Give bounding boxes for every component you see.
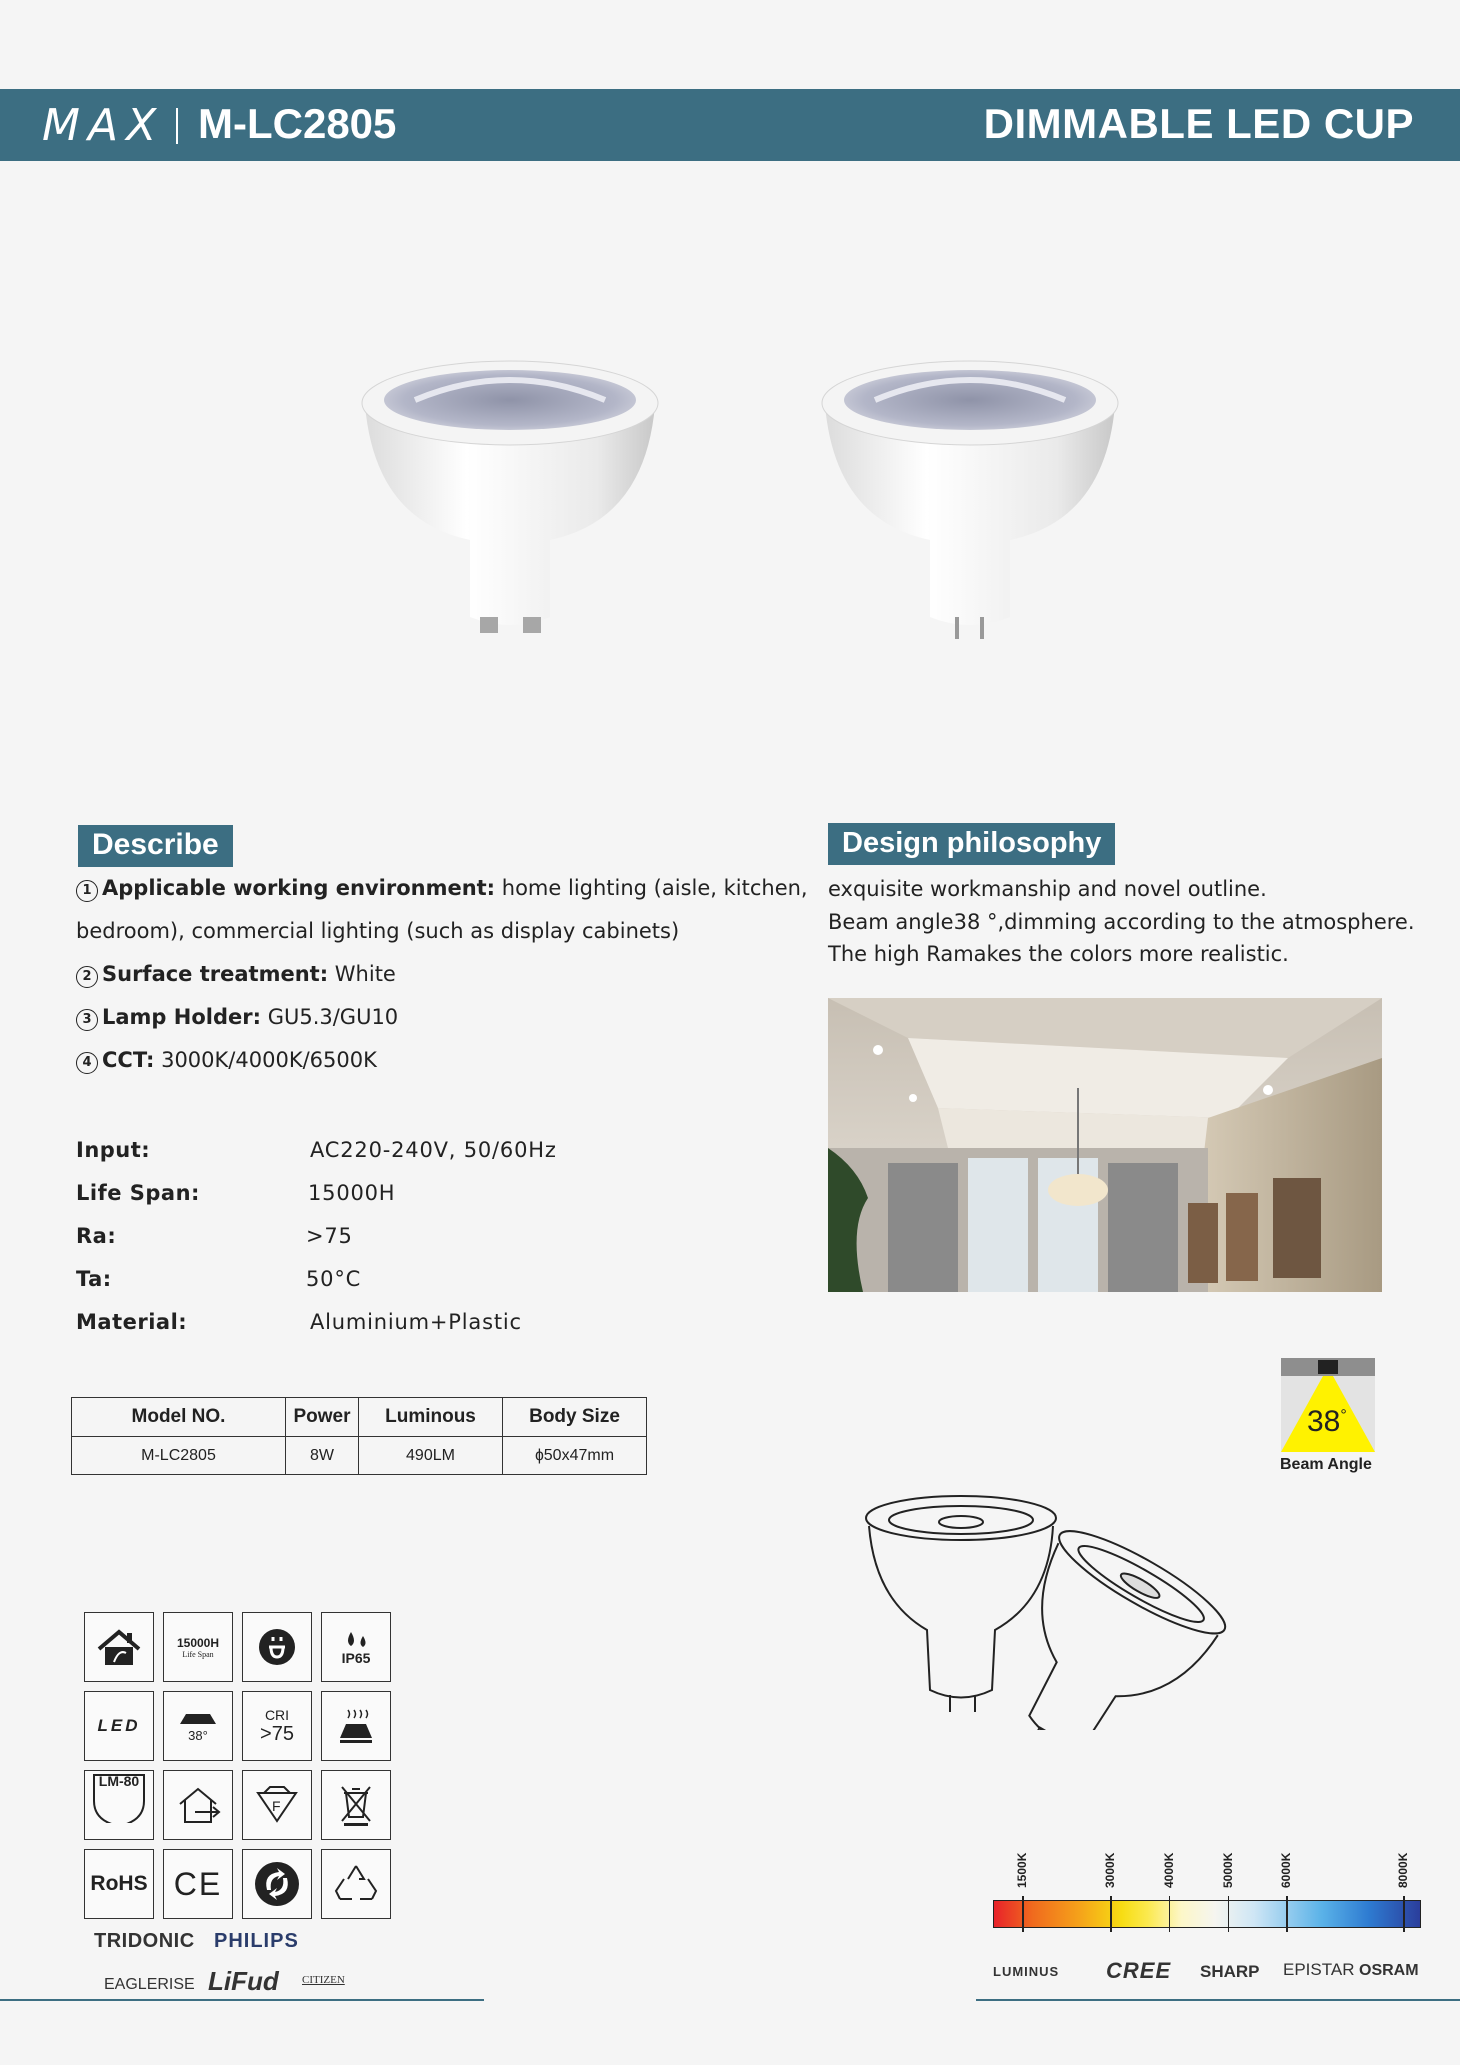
color-temp-label: 5000K xyxy=(1220,1852,1235,1888)
spec-value-material: Aluminium+Plastic xyxy=(310,1310,522,1334)
logo-eaglerise: EAGLERISE xyxy=(104,1976,195,1993)
lm80-badge-icon: LM-80 xyxy=(84,1770,154,1840)
spec-key-lifespan: Life Span: xyxy=(76,1181,200,1205)
num-badge: 1 xyxy=(76,880,98,902)
weee-bin-icon xyxy=(321,1770,391,1840)
design-line-1: exquisite workmanship and novel outline. xyxy=(828,877,1267,901)
color-temp-label: 8000K xyxy=(1396,1852,1411,1888)
describe-item-3: 3 Lamp Holder: GU5.3/GU10 xyxy=(76,1005,398,1031)
energy-plug-icon xyxy=(242,1612,312,1682)
color-temp-label: 4000K xyxy=(1161,1852,1176,1888)
cri-icon: CRI >75 xyxy=(242,1691,312,1761)
table-cell: 8W xyxy=(286,1437,359,1475)
table-header: Body Size xyxy=(503,1398,647,1437)
product-title: DIMMABLE LED CUP xyxy=(983,100,1414,147)
color-temp-label: 6000K xyxy=(1279,1852,1294,1888)
color-temp-tick xyxy=(1403,1896,1405,1932)
table-cell: ɸ50x47mm xyxy=(503,1437,647,1475)
design-heading: Design philosophy xyxy=(828,823,1115,865)
color-temp-tick xyxy=(1286,1896,1288,1932)
beam-angle-icon: 38° xyxy=(163,1691,233,1761)
ce-mark-icon: CE xyxy=(163,1849,233,1919)
spec-key-ta: Ta: xyxy=(76,1267,112,1291)
footer-line-right xyxy=(976,1999,1460,2001)
ip65-icon: IP65 xyxy=(321,1612,391,1682)
spec-key-material: Material: xyxy=(76,1310,188,1334)
indoor-use-icon xyxy=(163,1770,233,1840)
footer-line-left xyxy=(0,1999,484,2001)
describe-item-1-cont: bedroom), commercial lighting (such as display cabinets) xyxy=(76,919,680,943)
logo-philips: PHILIPS xyxy=(214,1930,299,1952)
f-mark-icon xyxy=(242,1770,312,1840)
logo-citizen: CITIZEN xyxy=(302,1974,345,1986)
color-temp-label: 1500K xyxy=(1015,1852,1030,1888)
logo-lifud: LiFud xyxy=(208,1966,279,1996)
spec-value-ra: >75 xyxy=(306,1224,353,1248)
logo-sharp: SHARP xyxy=(1200,1962,1260,1981)
logo-epistar: EPISTAR xyxy=(1283,1960,1355,1979)
num-badge: 4 xyxy=(76,1052,98,1074)
design-line-3: The high Ramakes the colors more realistic. xyxy=(828,942,1289,966)
spec-key-ra: Ra: xyxy=(76,1224,117,1248)
num-badge: 2 xyxy=(76,966,98,988)
table-cell: 490LM xyxy=(359,1437,503,1475)
color-temp-label: 3000K xyxy=(1103,1852,1118,1888)
header-divider xyxy=(176,108,178,144)
spec-key-input: Input: xyxy=(76,1138,151,1162)
spec-value-lifespan: 15000H xyxy=(308,1181,396,1205)
brand-logo: MAX xyxy=(42,100,165,151)
logo-osram: OSRAM xyxy=(1359,1962,1419,1979)
table-header: Power xyxy=(286,1398,359,1437)
svg-text:F: F xyxy=(272,1798,281,1814)
room-photo xyxy=(828,998,1382,1292)
table-header: Model NO. xyxy=(72,1398,286,1437)
table-header: Luminous xyxy=(359,1398,503,1437)
describe-item-4: 4 CCT: 3000K/4000K/6500K xyxy=(76,1048,377,1074)
color-temp-tick xyxy=(1110,1896,1112,1932)
logo-tridonic: TRIDONIC xyxy=(94,1930,195,1952)
table-cell: M-LC2805 xyxy=(72,1437,286,1475)
lifespan-icon: 15000H Life Span xyxy=(163,1612,233,1682)
color-temp-bar xyxy=(993,1900,1421,1928)
lamp-line-drawing xyxy=(865,1490,1245,1730)
model-number: M-LC2805 xyxy=(198,100,397,147)
green-dot-icon xyxy=(242,1849,312,1919)
product-photo-mr16 xyxy=(815,355,1125,675)
spec-value-ta: 50°C xyxy=(306,1267,362,1291)
beam-angle-label: Beam Angle xyxy=(1280,1456,1372,1473)
describe-item-2: 2 Surface treatment: White xyxy=(76,962,396,988)
product-photo-gu10 xyxy=(355,355,665,675)
led-icon: LED xyxy=(84,1691,154,1761)
describe-item-1: 1 Applicable working environment: home lighting (aisle, kitchen, xyxy=(76,876,808,902)
table-row xyxy=(72,1437,647,1475)
model-table xyxy=(71,1397,647,1475)
rohs-icon: RoHS xyxy=(84,1849,154,1919)
color-temp-tick xyxy=(1022,1896,1024,1932)
describe-heading: Describe xyxy=(78,825,233,867)
feature-icon-grid xyxy=(84,1612,391,1919)
recycle-icon xyxy=(321,1849,391,1919)
spec-value-input: AC220-240V, 50/60Hz xyxy=(310,1138,557,1162)
num-badge: 3 xyxy=(76,1009,98,1031)
color-temp-tick xyxy=(1228,1896,1230,1932)
color-temp-tick xyxy=(1169,1896,1171,1932)
design-line-2: Beam angle38 °,dimming according to the atmosphere. xyxy=(828,910,1415,934)
logo-cree: CREE xyxy=(1106,1958,1172,1983)
table-header-row xyxy=(72,1398,647,1437)
beam-angle-value: 38° xyxy=(1307,1405,1347,1438)
logo-luminus: LUMINUS xyxy=(993,1964,1060,1979)
home-icon xyxy=(84,1612,154,1682)
heat-dissipation-icon xyxy=(321,1691,391,1761)
